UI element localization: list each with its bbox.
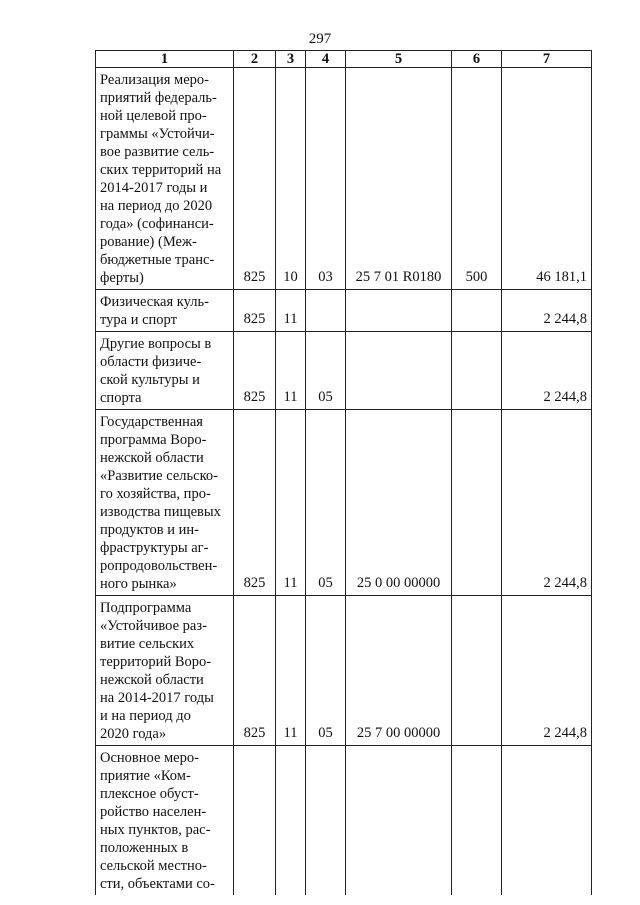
expense-type-cell	[452, 290, 502, 332]
row-name-line: приятий федераль-	[100, 90, 217, 106]
target-item-cell	[346, 746, 452, 896]
expense-type-cell	[452, 746, 502, 896]
row-name-line: ропродовольствен-	[100, 558, 218, 574]
row-name-line: сти, объектами со-	[100, 876, 215, 892]
row-name-line: 2020 года»	[100, 726, 167, 742]
row-name-line: «Устойчивое раз-	[100, 618, 207, 634]
table-header-row	[96, 51, 592, 68]
page-number: 297	[308, 31, 332, 47]
row-name-line: «Развитие сельско-	[100, 468, 218, 484]
row-name-line: Физическая куль-	[100, 294, 209, 310]
row-name-line: территорий Воро-	[100, 654, 212, 670]
column-header: 2	[234, 51, 276, 68]
row-name-line: вое развитие сель-	[100, 144, 215, 160]
ministry-code-cell: 825	[234, 290, 276, 332]
ministry-code-cell: 825	[234, 596, 276, 746]
row-name-line: нежской области	[100, 672, 204, 688]
row-name-cell	[96, 746, 234, 896]
section-code-cell: 10	[276, 68, 306, 290]
row-name-line: программа Воро-	[100, 432, 207, 448]
target-item-cell: 25 7 01 R0180	[346, 68, 452, 290]
amount-cell: 2 244,8	[502, 290, 592, 332]
section-code-cell: 11	[276, 410, 306, 596]
row-name-line: фраструктуры аг-	[100, 540, 209, 556]
subsection-code-cell	[306, 746, 346, 896]
row-name-line: ских территорий на	[100, 162, 222, 178]
row-name-line: области физиче-	[100, 354, 202, 370]
row-name-line: рование) (Меж-	[100, 234, 197, 250]
subsection-code-cell: 03	[306, 68, 346, 290]
ministry-code-cell	[234, 746, 276, 896]
expense-type-cell	[452, 596, 502, 746]
column-header: 7	[502, 51, 592, 68]
row-name-cell	[96, 332, 234, 410]
amount-cell: 2 244,8	[502, 410, 592, 596]
amount-cell: 2 244,8	[502, 596, 592, 746]
amount-cell: 46 181,1	[502, 68, 592, 290]
target-item-cell	[346, 290, 452, 332]
column-header: 3	[276, 51, 306, 68]
row-name-line: витие сельских	[100, 636, 195, 652]
amount-cell: 2 244,8	[502, 332, 592, 410]
subsection-code-cell: 05	[306, 410, 346, 596]
row-name-line: ной целевой про-	[100, 108, 207, 124]
target-item-cell: 25 0 00 00000	[346, 410, 452, 596]
row-name-line: плексное обуст-	[100, 786, 199, 802]
row-name-line: сельской местно-	[100, 858, 207, 874]
column-header: 1	[96, 51, 234, 68]
row-name-line: ской культуры и	[100, 372, 200, 388]
row-name-line: тура и спорт	[100, 312, 177, 328]
row-name-cell	[96, 290, 234, 332]
target-item-cell: 25 7 00 00000	[346, 596, 452, 746]
table-row	[96, 68, 592, 290]
column-header: 5	[346, 51, 452, 68]
row-name-line: го хозяйства, про-	[100, 486, 211, 502]
section-code-cell: 11	[276, 290, 306, 332]
table-row	[96, 332, 592, 410]
row-name-line: Государственная	[100, 414, 203, 430]
section-code-cell: 11	[276, 596, 306, 746]
row-name-line: года» (софинанси-	[100, 216, 214, 232]
row-name-line: изводства пищевых	[100, 504, 221, 520]
table-row	[96, 596, 592, 746]
section-code-cell	[276, 746, 306, 896]
row-name-line: нежской области	[100, 450, 204, 466]
row-name-line: Основное меро-	[100, 750, 199, 766]
budget-table	[95, 50, 592, 895]
row-name-line: продуктов и ин-	[100, 522, 199, 538]
ministry-code-cell: 825	[234, 332, 276, 410]
ministry-code-cell: 825	[234, 68, 276, 290]
row-name-line: положенных в	[100, 840, 189, 856]
row-name-line: спорта	[100, 390, 142, 406]
expense-type-cell	[452, 410, 502, 596]
row-name-cell	[96, 68, 234, 290]
table-row	[96, 290, 592, 332]
subsection-code-cell	[306, 290, 346, 332]
row-name-line: и на период до	[100, 708, 191, 724]
subsection-code-cell: 05	[306, 332, 346, 410]
column-header: 4	[306, 51, 346, 68]
row-name-line: ного рынка»	[100, 576, 177, 592]
row-name-line: ройство населен-	[100, 804, 207, 820]
target-item-cell	[346, 332, 452, 410]
column-header: 6	[452, 51, 502, 68]
row-name-line: на период до 2020	[100, 198, 213, 214]
row-name-line: Реализация меро-	[100, 72, 209, 88]
section-code-cell: 11	[276, 332, 306, 410]
row-name-line: Подпрограмма	[100, 600, 192, 616]
subsection-code-cell: 05	[306, 596, 346, 746]
expense-type-cell: 500	[452, 68, 502, 290]
ministry-code-cell: 825	[234, 410, 276, 596]
row-name-line: Другие вопросы в	[100, 336, 212, 352]
table-row	[96, 746, 592, 896]
row-name-line: на 2014-2017 годы	[100, 690, 214, 706]
row-name-line: ферты)	[100, 270, 144, 286]
amount-cell	[502, 746, 592, 896]
row-name-line: 2014-2017 годы и	[100, 180, 208, 196]
expense-type-cell	[452, 332, 502, 410]
row-name-line: приятие «Ком-	[100, 768, 191, 784]
row-name-cell	[96, 410, 234, 596]
row-name-line: ных пунктов, рас-	[100, 822, 211, 838]
row-name-cell	[96, 596, 234, 746]
row-name-line: граммы «Устойчи-	[100, 126, 215, 142]
row-name-line: бюджетные транс-	[100, 252, 215, 268]
table-row	[96, 410, 592, 596]
